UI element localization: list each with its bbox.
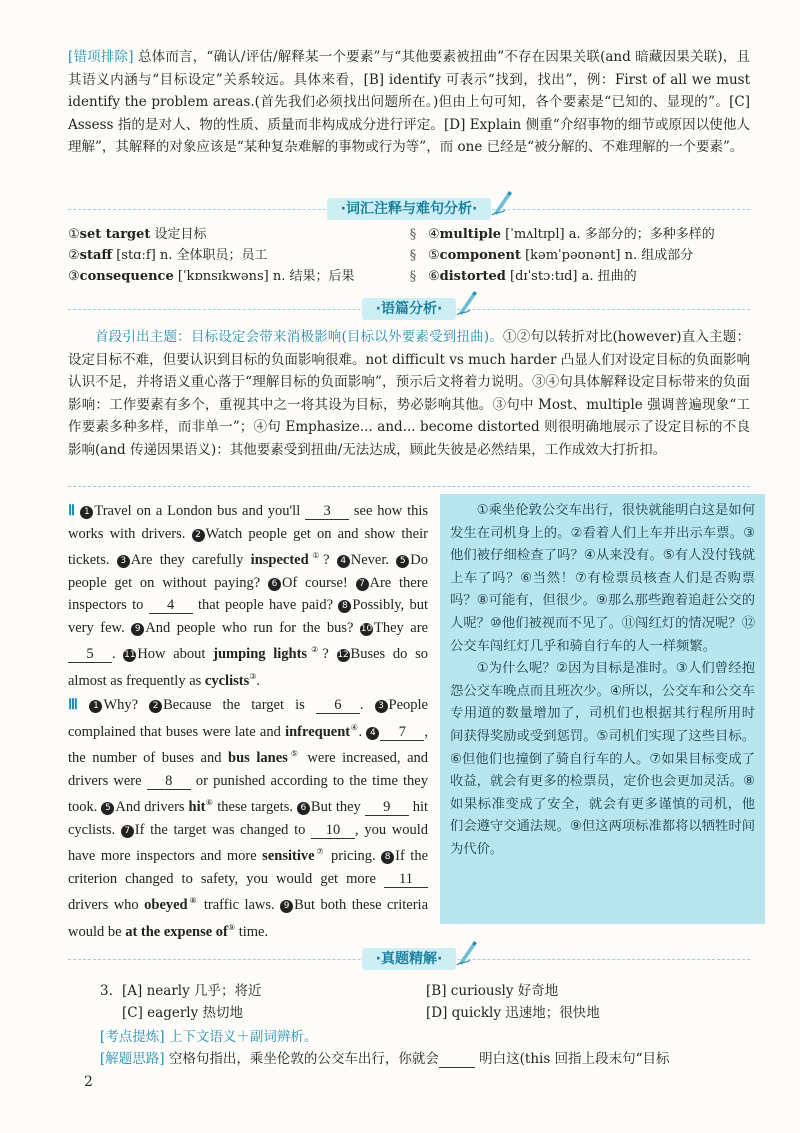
vocab-item: ①set target 设定目标: [68, 227, 207, 242]
vocab-section-title: ·词汇注释与难句分析·: [340, 201, 478, 217]
passage-text: that people have paid?: [192, 597, 339, 614]
cloze-blank[interactable]: 8: [147, 773, 191, 790]
vocab-highlight: at the expense of: [125, 923, 228, 940]
passage-text: Are they carefully: [130, 552, 251, 569]
passage-text: Of course!: [281, 574, 356, 591]
vocab-section-banner: [68, 198, 750, 220]
error-analysis-paragraph: [68, 46, 750, 159]
point-line: [100, 1026, 750, 1049]
idea-tag: [解题思路]: [100, 1051, 165, 1067]
passage-text: And people who run for the bus?: [145, 619, 360, 636]
vocab-highlight: sensitive: [262, 848, 315, 865]
passage-text: .: [358, 723, 367, 740]
vocab-definition: [kəmˈpəʊnənt] n. 组成部分: [520, 248, 694, 263]
footnote-marker: ③: [249, 671, 257, 681]
vocab-word: distorted: [439, 269, 506, 284]
footnote-marker: ⑤: [287, 749, 301, 759]
footnote-marker: ⑨: [227, 922, 236, 932]
passage-translation: [440, 494, 765, 924]
passage-text: Do people get on without paying?: [68, 552, 428, 591]
passage-text: But they: [310, 799, 365, 816]
cloze-blank[interactable]: 10: [311, 822, 355, 839]
answer-section-banner: [68, 948, 750, 970]
section-divider: [68, 486, 750, 487]
passage-text: People complained that buses were late and: [68, 697, 428, 740]
vocab-list: [68, 224, 750, 290]
sentence-number: 12: [337, 650, 349, 661]
passage-text: Watch people get on and show their tickets.: [68, 525, 428, 569]
vocab-definition: [dɪˈstɔːtɪd] a. 扭曲的: [505, 269, 637, 284]
passage-text: hit cyclists.: [68, 799, 429, 838]
passage-text: Because the target is: [163, 697, 316, 714]
passage-text: traffic laws.: [198, 897, 281, 914]
vocab-item: ③consequence [ˈkɒnsɪkwəns] n. 结果；后果: [68, 269, 355, 284]
passage-text: Possibly, but very few.: [68, 597, 428, 636]
cloze-blank[interactable]: 5: [68, 646, 112, 663]
sentence-number: 3: [117, 555, 130, 568]
vocab-item: ②staff [stɑːf] n. 全体职员；员工: [68, 248, 268, 263]
error-analysis-text: 总体而言，“确认/评估/解释某一个要素”与“其他要素被扭曲”不存在因果关联(and 暗藏因果关联)，且其语义内涵与“目标设定”关系较远。具体来看，[B] identify 可表示“找到，找出”，例：First of all we must identify the problem areas.(首先我们必须找出问题所在。)但由上句可知，各个要素是“已知的、显现的”。[C] Assess 指的是对人、物的性质、质量而非构成成分进行评定。[D] Explain 侧重“介绍事物的细节或原因以使他人理解”，其解释的对象应该是“某种复杂难解的事物或行为等”，而 one 已经是“被分解的、不难理解的一个要素”。: [68, 49, 750, 155]
error-analysis-tag: [错项排除]: [68, 49, 134, 65]
footnote-marker: ④: [350, 722, 359, 732]
point-tag: [考点提炼]: [100, 1029, 165, 1045]
passage-paragraph-2: [68, 500, 428, 692]
answer-options: [100, 980, 750, 1026]
vocab-right-column: [428, 224, 715, 287]
answer-blank[interactable]: [439, 1051, 475, 1068]
sentence-number: 5: [101, 802, 114, 815]
cloze-blank[interactable]: 4: [149, 597, 193, 614]
vocab-highlight: bus lanes: [228, 750, 288, 767]
discourse-text: ①②句以转折对比(however)直入主题：设定目标不难，但要认识到目标的负面影响很难。not difficult vs much harder 凸显人们对设定目标的负面影响认识不足，并将语义重心落于“理解目标的负面影响”，预示后文将着力说明。③④句具体解释设定目标带来的负面影响：工作要素有多个，重视其中之一将其设为目标，势必影响其他。③句中 Most、multiple 强调普遍现象“工作要素多种多样，而非单一”；④句 Emphasize... and... become distorted 则很明确地展示了设定目标的不良影响(and 传递因果语义)：其他要素受到扭曲/无法达成，顾此失彼是必然结果，工作成效大打折扣。: [68, 329, 750, 458]
cloze-blank[interactable]: 3: [305, 503, 349, 520]
vocab-definition: 设定目标: [150, 227, 207, 242]
paragraph-roman-number: Ⅲ: [68, 697, 86, 714]
vocab-highlight: hit: [188, 799, 206, 816]
option-a: [A] nearly 几乎；将近: [122, 983, 262, 999]
sentence-number: 7: [121, 825, 134, 838]
vocab-highlight: obeyed: [144, 897, 188, 914]
vocab-highlight: cyclists: [204, 672, 250, 689]
passage-english: [68, 500, 429, 940]
cloze-blank[interactable]: 6: [316, 697, 360, 714]
passage-text: .: [112, 646, 124, 663]
passage-text: or punished according to the time they took.: [68, 772, 428, 816]
sentence-number: 2: [192, 529, 205, 542]
vocab-definition: [stɑːf] n. 全体职员；员工: [112, 248, 268, 263]
passage-text: Buses do so almost as frequently as: [68, 646, 428, 689]
sentence-number: 8: [338, 600, 351, 613]
answer-section-title: ·真题精解·: [375, 951, 443, 967]
translation-paragraph-3: ①为什么呢？②因为目标是准时。③人们曾经抱怨公交车晚点而且班次少。④所以，公交车和公交车专用道的数量增加了，司机们也根据其行程所用时间获得奖励或受到惩罚。⑤司机们实现了这些目标。⑥但他们也撞倒了骑自行车的人。⑦如果目标变成了收益，就会有更多的检票员，定价也会更加灵活。⑧如果标准变成了安全，就会有更多谨慎的司机，他们会遵守交通法规。⑨但这两项标准都将以牺牲时间为代价。: [450, 661, 755, 857]
passage-text: pricing.: [325, 848, 382, 865]
passage-text: drivers who: [68, 897, 145, 914]
question-number: 3.: [100, 983, 113, 999]
paragraph-roman-number: Ⅱ: [68, 503, 77, 519]
idea-text-after: 明白这(this 回指上段末句“目标: [479, 1051, 670, 1067]
idea-text-before: 空格句指出，乘坐伦敦的公交车出行，你就会: [168, 1051, 439, 1067]
passage-text: But both these criteria would be: [68, 897, 429, 940]
sentence-number: 2: [149, 700, 162, 713]
footnote-marker: ①: [308, 551, 324, 561]
sentence-number: 7: [356, 578, 369, 591]
idea-line: [100, 1048, 750, 1071]
option-b: [B] curiously 好奇地: [426, 983, 559, 999]
vocab-item: ④multiple [ˈmʌltɪpl] a. 多部分的；多种多样的: [428, 227, 715, 242]
page-number: 2: [84, 1074, 93, 1090]
discourse-section-banner: [68, 298, 750, 320]
passage-text: ?: [322, 646, 337, 663]
passage-text: .: [359, 697, 375, 714]
vocab-word: consequence: [79, 269, 174, 284]
sentence-number: 4: [337, 555, 350, 568]
sentence-number: 10: [360, 623, 373, 634]
sentence-number: 4: [366, 727, 379, 740]
sentence-number: 3: [375, 700, 388, 713]
pen-icon: [456, 290, 478, 316]
cloze-blank[interactable]: 11: [384, 871, 428, 888]
footnote-marker: ⑦: [314, 847, 326, 857]
sentence-number: 11: [124, 650, 136, 661]
vocab-highlight: jumping lights: [213, 646, 308, 663]
vocab-highlight: inspected: [250, 552, 309, 569]
passage-text: , you would have more inspectors and more: [68, 821, 429, 865]
footnote-marker: ②: [307, 645, 323, 655]
vocab-separator: § § §: [409, 227, 417, 284]
cloze-blank[interactable]: 9: [365, 799, 409, 816]
translation-paragraph-2: ①乘坐伦敦公交车出行，很快就能明白这是如何发生在司机身上的。②看着人们上车并出示车票。③他们被仔细检查了吗？④从来没有。⑤有人没付钱就上车了吗？⑥当然！⑦有检票员核查人们是否购票吗？⑧可能有，但很少。⑨那么那些跑着追赶公交的人呢？⑩他们被视而不见了。⑪闯红灯的情况呢？⑫公交车闯红灯几乎和骑自行车的人一样频繁。: [450, 503, 755, 654]
vocab-definition: [ˈkɒnsɪkwəns] n. 结果；后果: [173, 269, 355, 284]
passage-text: Travel on a London bus and you'll: [94, 503, 306, 519]
vocab-item: ⑥distorted [dɪˈstɔːtɪd] a. 扭曲的: [428, 269, 637, 284]
passage-text: , the number of buses and: [68, 723, 428, 767]
passage-text: How about: [137, 646, 214, 663]
vocab-definition: [ˈmʌltɪpl] a. 多部分的；多种多样的: [501, 227, 715, 242]
passage-text: Why?: [103, 697, 150, 714]
vocab-word: set target: [79, 227, 151, 242]
passage-text: They are: [374, 619, 429, 636]
passage-paragraph-3: [68, 694, 428, 943]
sentence-number: 5: [396, 555, 409, 568]
sentence-number: 8: [381, 851, 394, 864]
discourse-section-title: ·语篇分析·: [375, 301, 443, 317]
sentence-number: 9: [280, 900, 293, 913]
vocab-highlight: infrequent: [285, 723, 351, 740]
vocab-word: staff: [79, 248, 113, 263]
passage-text: time.: [235, 923, 269, 940]
cloze-blank[interactable]: 7: [380, 724, 424, 741]
option-d: [D] quickly 迅速地；很快地: [426, 1005, 600, 1021]
passage-text: Never.: [350, 552, 397, 569]
sentence-number: 1: [80, 506, 93, 519]
footnote-marker: ⑧: [187, 896, 199, 906]
passage-text: ?: [323, 552, 337, 569]
discourse-lead: 首段引出主题：目标设定会带来消极影响(目标以外要素受到扭曲)。: [95, 329, 503, 345]
pen-icon: [456, 940, 478, 966]
point-text: 上下文语义＋副词辨析。: [168, 1029, 318, 1045]
sentence-number: 9: [131, 623, 144, 636]
sentence-number: 6: [297, 802, 310, 815]
passage-text: see how this works with drivers.: [68, 503, 429, 542]
passage-text: And drivers: [115, 799, 189, 816]
passage-text: were increased, and drivers were: [68, 750, 429, 789]
passage-text: If the criterion changed to safety, you would get more: [68, 848, 429, 887]
vocab-left-column: [68, 224, 355, 287]
discourse-paragraph: [68, 326, 750, 461]
sentence-number: 1: [89, 700, 102, 713]
passage-text: .: [256, 672, 261, 689]
passage-text: Are there inspectors to: [68, 574, 428, 614]
footnote-marker: ⑥: [205, 798, 214, 808]
vocab-word: multiple: [439, 227, 502, 242]
pen-icon: [491, 190, 513, 216]
vocab-item: ⑤component [kəmˈpəʊnənt] n. 组成部分: [428, 248, 694, 263]
passage-text: these targets.: [213, 799, 297, 816]
sentence-number: 6: [268, 578, 281, 591]
vocab-word: component: [439, 248, 521, 263]
option-c: [C] eagerly 热切地: [122, 1005, 244, 1021]
passage-text: If the target was changed to: [134, 821, 312, 838]
